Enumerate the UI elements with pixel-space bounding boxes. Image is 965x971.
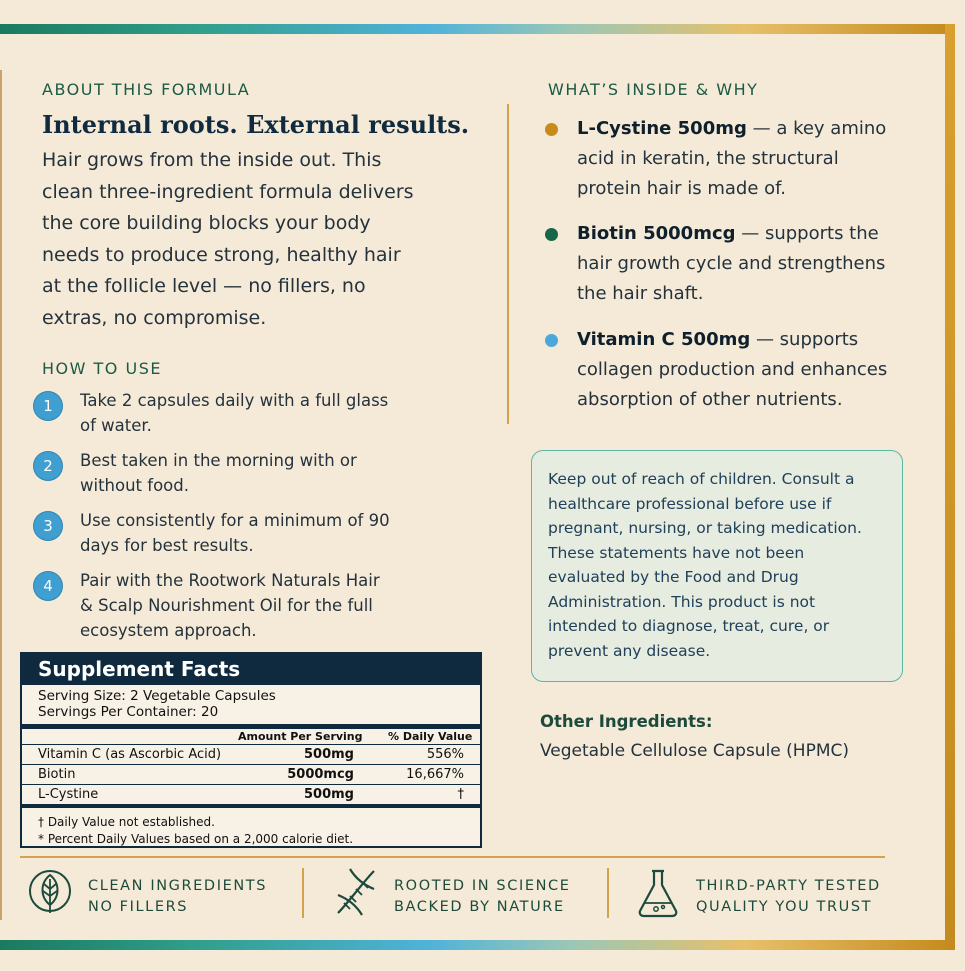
- badge-line-1: THIRD-PARTY TESTED: [696, 878, 881, 894]
- column-divider: [507, 104, 509, 424]
- servings-per-container: Servings Per Container: 20: [38, 704, 219, 720]
- facts-row: [22, 785, 480, 804]
- other-ingredients-heading: Other Ingredients:: [540, 712, 713, 731]
- badge-line-2: BACKED BY NATURE: [394, 899, 565, 915]
- step-number-badge: 1: [34, 392, 62, 420]
- other-ingredients-value: Vegetable Cellulose Capsule (HPMC): [540, 741, 850, 761]
- badge-separator: [302, 868, 304, 918]
- ingredient-description: — a key amino acid in keratin, the structural protein hair is made of.: [577, 118, 887, 199]
- badges-divider-line: [20, 856, 885, 858]
- step-number-badge: 3: [34, 512, 62, 540]
- step-text: Pair with the Rootwork Naturals Hair & Scalp Nourishment Oil for the full ecosystem approach.: [80, 571, 380, 640]
- nutrient-name: Biotin: [38, 767, 76, 782]
- step-text: Take 2 capsules daily with a full glass of water.: [80, 391, 389, 435]
- step-number-badge: 2: [34, 452, 62, 480]
- ingredient-item: [545, 325, 905, 415]
- amount-column-label: Amount Per Serving: [238, 730, 363, 743]
- facts-footnotes: [22, 804, 480, 848]
- ingredient-name: Vitamin C 500mg: [577, 329, 751, 350]
- bullet-dot-icon: [545, 334, 558, 347]
- warning-box: Keep out of reach of children. Consult a healthcare professional before use if pregnant, nursing, or taking medication. These statements have not been evaluated by the Food and Drug Administration. This product is not intended to diagnose, treat, cure, or prevent any disease.: [531, 450, 903, 682]
- nutrient-dv: 16,667%: [406, 767, 464, 782]
- serving-size: Serving Size: 2 Vegetable Capsules: [38, 688, 276, 704]
- how-to-use-heading: HOW TO USE: [42, 359, 162, 378]
- footnote-dagger: † Daily Value not established.: [38, 815, 215, 829]
- steps-list: [34, 388, 394, 643]
- ingredient-name: Biotin 5000mcg: [577, 223, 736, 244]
- badge-line-2: QUALITY YOU TRUST: [696, 899, 873, 915]
- step-item: [34, 388, 394, 438]
- ingredient-name: L-Cystine 500mg: [577, 118, 747, 139]
- nutrient-amount: 5000mcg: [287, 767, 354, 782]
- nutrient-name: Vitamin C (as Ascorbic Acid): [38, 747, 222, 762]
- footnote-percent: * Percent Daily Values based on a 2,000 calorie diet.: [38, 832, 354, 846]
- nutrient-amount: 500mg: [304, 747, 354, 762]
- ingredient-description: — supports collagen production and enhances absorption of other nutrients.: [577, 329, 888, 410]
- nutrient-name: L-Cystine: [38, 787, 99, 802]
- bottom-accent-bar: [0, 940, 955, 950]
- flask-icon: [636, 865, 680, 919]
- bullet-dot-icon: [545, 228, 558, 241]
- whats-inside-heading: WHAT’S INSIDE & WHY: [548, 80, 759, 99]
- left-border-line: [0, 70, 2, 920]
- leaf-icon: [28, 865, 72, 919]
- intro-paragraph: Hair grows from the inside out. This clean three-ingredient formula delivers the core building blocks your body needs to produce strong, healthy hair at the follicle level — no fillers, no extras, no compromise.: [42, 149, 414, 329]
- step-item: [34, 508, 394, 558]
- dna-icon: [332, 865, 380, 919]
- about-heading: ABOUT THIS FORMULA: [42, 80, 251, 99]
- step-item: [34, 568, 394, 643]
- facts-column-header: [22, 729, 480, 745]
- page-title: Internal roots. External results.: [42, 110, 470, 139]
- nutrient-amount: 500mg: [304, 787, 354, 802]
- supplement-facts-panel: [20, 652, 482, 848]
- facts-row: [22, 765, 480, 785]
- step-number-badge: 4: [34, 572, 62, 600]
- facts-row: [22, 745, 480, 765]
- top-accent-bar: [0, 24, 955, 34]
- step-item: [34, 448, 394, 498]
- right-accent-bar: [945, 24, 955, 950]
- ingredient-description: — supports the hair growth cycle and strengthens the hair shaft.: [577, 223, 886, 304]
- supplement-facts-title: Supplement Facts: [22, 654, 480, 685]
- nutrient-dv: †: [457, 787, 464, 802]
- ingredient-item: [545, 114, 905, 204]
- badge-line-1: CLEAN INGREDIENTS: [88, 878, 268, 894]
- ingredient-item: [545, 219, 905, 309]
- nutrient-dv: 556%: [426, 747, 464, 762]
- badge-line-2: NO FILLERS: [88, 899, 189, 915]
- daily-value-column-label: % Daily Value: [388, 730, 473, 743]
- badge-separator: [607, 868, 609, 918]
- serving-info: [22, 685, 480, 729]
- bullet-dot-icon: [545, 123, 558, 136]
- step-text: Use consistently for a minimum of 90 days for best results.: [80, 511, 390, 555]
- badge-line-1: ROOTED IN SCIENCE: [394, 878, 571, 894]
- step-text: Best taken in the morning with or without food.: [80, 451, 357, 495]
